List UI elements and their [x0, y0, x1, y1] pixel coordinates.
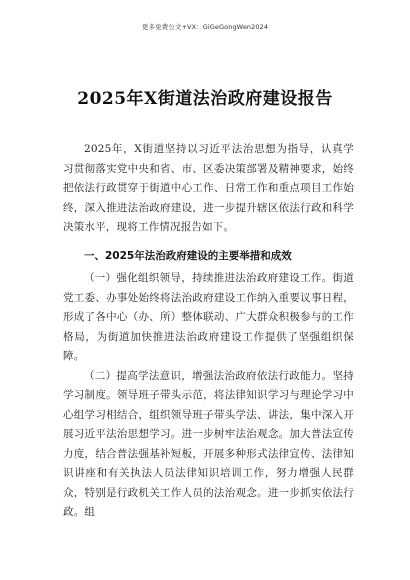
document-body	[63, 140, 354, 523]
paragraph-organization: （一）强化组织领导，持续推进法治政府建设工作。街道党工委、办事处始终将法治政府建设工作纳入重要议事日程，形成了各中心（办、所）整体联动、广大群众积极参与的工作格局，为街道加快推进法治政府建设工作提供了坚强组织保障。	[63, 272, 354, 362]
section-heading: 一、2025年法治政府建设的主要举措和成效	[84, 249, 292, 262]
header-note: 更多免费公文+VX：GiGeGongWen2024	[141, 23, 269, 31]
intro-paragraph: 2025年，X街道坚持以习近平法治思想为指导，认真学习贯彻落实党中央和省、市、区委决策部署及精神要求，始终把依法行政贯穿于街道中心工作、日常工作和重点项目工作始终，深入推进法治政府建设，进一步提升辖区依法行政和科学决策水平，现将工作情况报告如下。	[63, 143, 354, 233]
paragraph-law-awareness: （二）提高学法意识，增强法治政府依法行政能力。坚持学习制度。领导班子带头示范，将法律知识学习与理论学习中心组学习相结合，组织领导班子带头学法、讲法，集中深入开展习近平法治思想学习。进一步树牢法治观念。加大普法宣传力度，结合普法强基补短板，开展多种形式法律宣传、法律知识讲座和有关执法人员法律知识培训工作，努力增强人民群众，特别是行政机关工作人员的法治观念。进一步抓实依法行政。组	[63, 369, 354, 518]
document-title: 2025年X街道法治政府建设报告	[77, 89, 333, 109]
